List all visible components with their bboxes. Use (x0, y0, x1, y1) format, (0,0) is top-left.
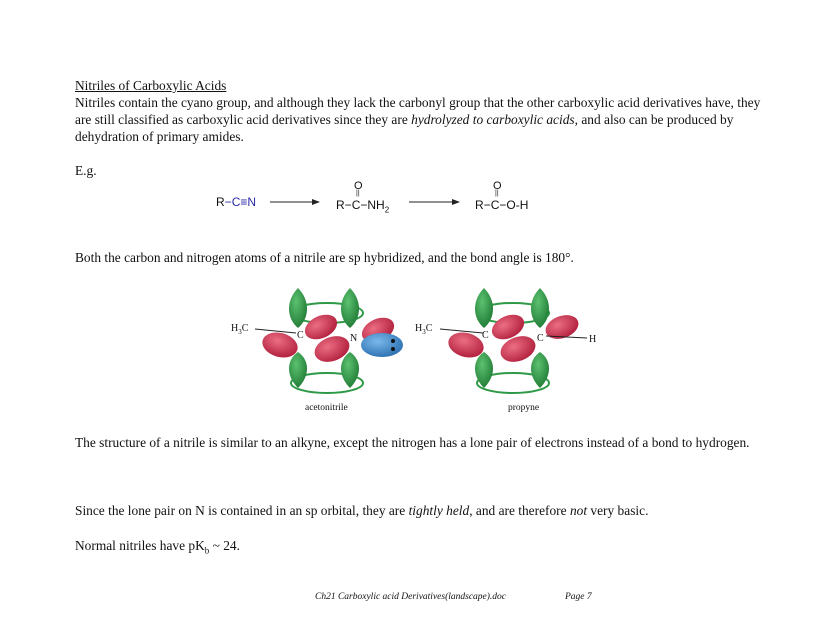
amide-nh: NH (367, 198, 385, 212)
propyne-h3c-label (415, 323, 432, 336)
amide-sub: 2 (384, 205, 390, 215)
amide-dash1: − (344, 198, 352, 212)
basicity-text-2: , and are therefore (469, 503, 570, 518)
arrow-right-icon (270, 199, 320, 205)
eg-label: E.g. (75, 163, 97, 178)
arrow-right-icon (409, 199, 460, 205)
acid-tail: −O-H (499, 198, 529, 212)
pkb-subscript: b (204, 545, 210, 556)
propyne-caption: propyne (508, 403, 540, 413)
nitrile-dash: − (224, 195, 232, 209)
section-heading: Nitriles of Carboxylic Acids (75, 78, 227, 93)
basicity-text-3: very basic. (587, 503, 649, 518)
pkb-sentence (75, 537, 765, 560)
p-orbital-lobe (289, 288, 307, 328)
p-orbital-lobe (341, 352, 359, 388)
acetonitrile-h3c-label (231, 323, 248, 336)
h-label: H (231, 323, 239, 334)
propyne-model (440, 288, 587, 393)
acid-r: R (475, 198, 484, 212)
electron-dot (391, 347, 395, 351)
p-orbital-lobe (531, 352, 549, 388)
acid-oxygen: O (493, 180, 502, 192)
footer-document-name: Ch21 Carboxylic acid Derivatives(landscape).doc (315, 592, 507, 602)
c-label: C (425, 323, 433, 334)
amide-dash2: − (360, 198, 368, 212)
acetonitrile-model (255, 288, 403, 393)
structure-sentence: The structure of a nitrile is similar to an alkyne, except the nitrogen has a lone pair of electrons instead of a bond to hydrogen. (75, 435, 750, 450)
amide-double-bond: || (356, 190, 360, 197)
c-label: C (241, 323, 249, 334)
acid-dash1: − (483, 198, 491, 212)
sigma-bond-line (255, 329, 296, 333)
basicity-italic-2: not (569, 503, 588, 518)
basicity-text-1: Since the lone pair on N is contained in an sp orbital, they are (75, 503, 409, 518)
orbital-diagram (0, 270, 828, 420)
amide-c: C (351, 198, 361, 212)
basicity-italic-1: tightly held (408, 503, 470, 518)
acid-c: C (490, 198, 500, 212)
amide-r: R (336, 198, 345, 212)
pkb-text-1: Normal nitriles have pK (75, 538, 205, 553)
amide-oxygen: O (354, 180, 363, 192)
sigma-bond-line (440, 329, 483, 333)
acetonitrile-nitrogen-label: N (350, 333, 358, 344)
intro-italic: hydrolyzed to carboxylic acids (411, 112, 575, 127)
nitrile-r: R (216, 195, 225, 209)
basicity-sentence (75, 502, 765, 519)
nitrile-c: C (231, 195, 241, 209)
nitrile-triple: ≡ (240, 195, 248, 209)
propyne-carbon2-label: C (537, 333, 544, 344)
intro-text-1: Nitriles contain the cyano group, and although they lack the carbonyl group that the other carboxylic acid derivatives have, they are still classified as carboxylic acid derivatives since they are (75, 95, 761, 127)
acetonitrile-caption: acetonitrile (305, 403, 348, 413)
intro-text-2: , and also can be produced by dehydration of primary amides. (75, 112, 734, 144)
nitrile-n: N (247, 195, 257, 209)
acid-double-bond: || (495, 190, 499, 197)
subscript-3: 3 (238, 328, 242, 336)
propyne-carbon1-label: C (482, 330, 489, 341)
electron-dot (391, 339, 395, 343)
h-label: H (415, 323, 423, 334)
lone-pair-orbital (361, 333, 403, 357)
footer-page-number: Page 7 (565, 592, 592, 602)
subscript-3: 3 (422, 328, 426, 336)
pkb-text-2: ~ 24. (209, 538, 240, 553)
p-orbital-lobe (475, 288, 493, 328)
sp-hybridization-sentence: Both the carbon and nitrogen atoms of a nitrile are sp hybridized, and the bond angle is 180°. (75, 250, 574, 265)
propyne-hydrogen-label: H (589, 334, 597, 345)
acetonitrile-carbon-label: C (297, 330, 304, 341)
reaction-arrows (0, 0, 828, 240)
